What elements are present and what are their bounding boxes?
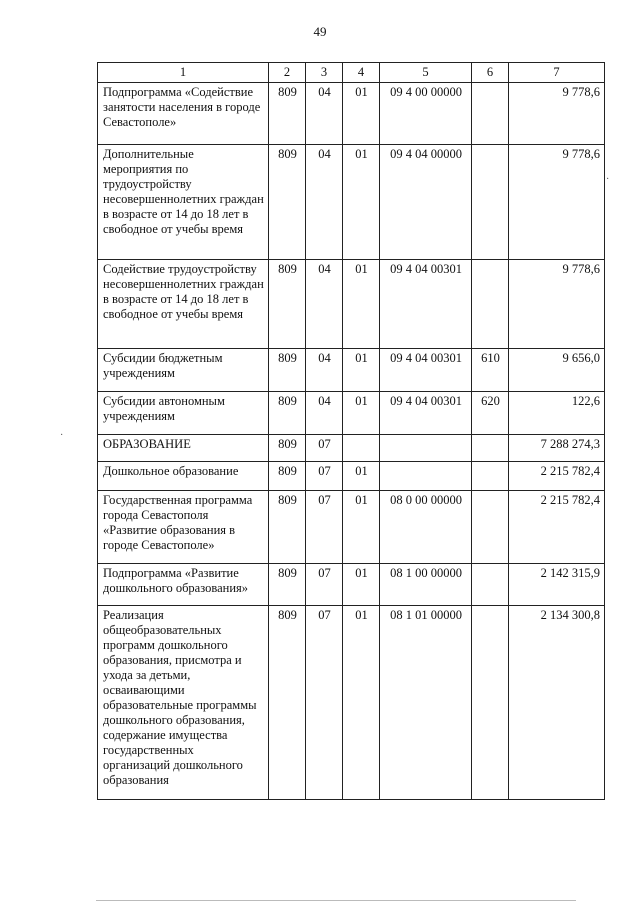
cell-target-article: 09 4 04 00301 [380,260,472,349]
cell-expense-type [472,564,509,606]
cell-subsection: 01 [343,260,380,349]
cell-admin-code: 809 [269,606,306,800]
column-header: 7 [509,63,605,83]
row-name: Дошкольное образование [98,462,269,491]
row-name: Подпрограмма «Содействие занятости населения в городе Севастополе» [98,83,269,145]
cell-admin-code: 809 [269,435,306,462]
cell-admin-code: 809 [269,462,306,491]
table-row [98,260,605,349]
cell-section: 07 [306,435,343,462]
column-header: 4 [343,63,380,83]
cell-subsection: 01 [343,83,380,145]
row-name: Субсидии бюджетным учреждениям [98,349,269,392]
cell-admin-code: 809 [269,260,306,349]
page-number: 49 [313,24,327,39]
row-name: Субсидии автономным учреждениям [98,392,269,435]
cell-amount: 9 778,6 [509,260,605,349]
column-header: 3 [306,63,343,83]
cell-expense-type [472,491,509,564]
column-header: 2 [269,63,306,83]
budget-table [97,62,605,800]
table-row [98,435,605,462]
cell-subsection: 01 [343,462,380,491]
cell-admin-code: 809 [269,392,306,435]
scan-speck: · [60,430,64,441]
cell-target-article: 09 4 04 00000 [380,145,472,260]
cell-amount: 2 142 315,9 [509,564,605,606]
cell-target-article: 09 4 04 00301 [380,349,472,392]
table-row [98,145,605,260]
cell-expense-type: 610 [472,349,509,392]
cell-admin-code: 809 [269,349,306,392]
cell-target-article [380,435,472,462]
cell-admin-code: 809 [269,83,306,145]
cell-amount: 2 215 782,4 [509,491,605,564]
cell-expense-type [472,462,509,491]
cell-subsection: 01 [343,349,380,392]
table-row [98,606,605,800]
cell-section: 04 [306,145,343,260]
table-row [98,491,605,564]
cell-section: 04 [306,349,343,392]
cell-subsection: 01 [343,145,380,260]
cell-expense-type [472,435,509,462]
cell-target-article: 09 4 04 00301 [380,392,472,435]
cell-amount: 2 134 300,8 [509,606,605,800]
row-name: Государственная программа города Севастополя «Развитие образования в городе Севастополе» [98,491,269,564]
cell-subsection: 01 [343,564,380,606]
cell-section: 07 [306,462,343,491]
cell-expense-type [472,260,509,349]
scan-bottom-edge [96,900,576,901]
cell-subsection: 01 [343,491,380,564]
cell-amount: 7 288 274,3 [509,435,605,462]
cell-admin-code: 809 [269,564,306,606]
row-name: Содействие трудоустройству несовершеннолетних граждан в возрасте от 14 до 18 лет в свободное от учебы время [98,260,269,349]
cell-section: 04 [306,83,343,145]
table-row [98,462,605,491]
cell-section: 07 [306,491,343,564]
cell-admin-code: 809 [269,145,306,260]
cell-subsection [343,435,380,462]
column-header: 1 [98,63,269,83]
table-row [98,392,605,435]
row-name: Подпрограмма «Развитие дошкольного образования» [98,564,269,606]
scan-speck: · [606,174,610,185]
cell-amount: 9 656,0 [509,349,605,392]
cell-amount: 9 778,6 [509,145,605,260]
column-header: 6 [472,63,509,83]
table-row [98,349,605,392]
cell-amount: 122,6 [509,392,605,435]
column-header: 5 [380,63,472,83]
cell-target-article: 08 1 00 00000 [380,564,472,606]
cell-expense-type [472,83,509,145]
cell-section: 04 [306,392,343,435]
cell-expense-type [472,145,509,260]
cell-subsection: 01 [343,392,380,435]
cell-section: 07 [306,564,343,606]
row-name: Дополнительные мероприятия по трудоустройству несовершеннолетних граждан в возрасте от 14 до 18 лет в свободное от учебы время [98,145,269,260]
cell-expense-type [472,606,509,800]
cell-subsection: 01 [343,606,380,800]
cell-expense-type: 620 [472,392,509,435]
cell-target-article: 09 4 00 00000 [380,83,472,145]
row-name: ОБРАЗОВАНИЕ [98,435,269,462]
cell-section: 04 [306,260,343,349]
cell-admin-code: 809 [269,491,306,564]
cell-amount: 9 778,6 [509,83,605,145]
table-row [98,564,605,606]
cell-amount: 2 215 782,4 [509,462,605,491]
row-name: Реализация общеобразовательных программ дошкольного образования, присмотра и ухода за детьми, осваивающими образовательные программы дошкольного образования, содержание имущества государственных организаций дошкольного образования [98,606,269,800]
cell-target-article: 08 1 01 00000 [380,606,472,800]
cell-target-article: 08 0 00 00000 [380,491,472,564]
table-header-row [98,63,605,83]
table-row [98,83,605,145]
cell-section: 07 [306,606,343,800]
cell-target-article [380,462,472,491]
